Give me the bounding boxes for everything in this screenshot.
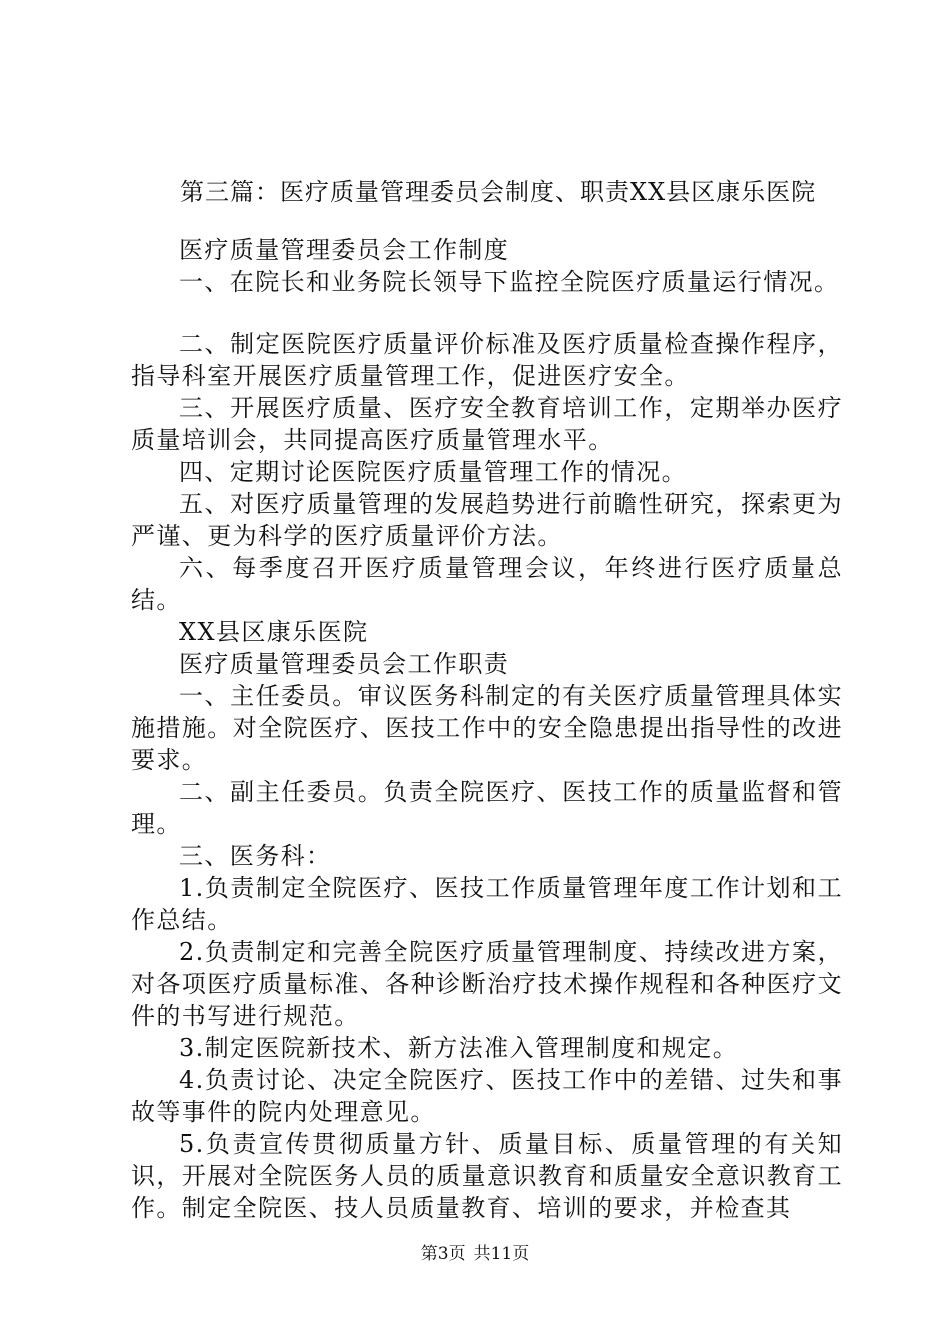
paragraph: 2.负责制定和完善全院医疗质量管理制度、持续改进方案，对各项医疗质量标准、各种诊断治疗技术操作规程和各种医疗文件的书写进行规范。 [131, 938, 843, 1030]
page-number: 第3页 [420, 1244, 466, 1264]
paragraph: 二、副主任委员。负责全院医疗、医技工作的质量监督和管理。 [131, 778, 843, 838]
paragraph: 3.制定医院新技术、新方法准入管理制度和规定。 [179, 1034, 739, 1062]
paragraph: 一、在院长和业务院长领导下监控全院医疗质量运行情况。 [179, 268, 840, 296]
paragraph: 二、制定医院医疗质量评价标准及医疗质量检查操作程序，指导科室开展医疗质量管理工作，促进医疗安全。 [131, 330, 843, 390]
page-footer [0, 1242, 950, 1266]
section-heading-system: 医疗质量管理委员会工作制度 [179, 236, 510, 264]
paragraph: 1.负责制定全院医疗、医技工作质量管理年度工作计划和工作总结。 [131, 874, 843, 934]
page-total: 共11页 [473, 1244, 530, 1264]
document-body [131, 234, 843, 1224]
paragraph: 三、医务科： [179, 842, 332, 870]
paragraph: 一、主任委员。审议医务科制定的有关医疗质量管理具体实施措施。对全院医疗、医技工作中的安全隐患提出指导性的改进要求。 [131, 682, 843, 774]
paragraph: 六、每季度召开医疗质量管理会议，年终进行医疗质量总结。 [131, 554, 843, 614]
document-title: 第三篇：医疗质量管理委员会制度、职责XX县区康乐医院 [180, 178, 817, 206]
section-heading-duties: 医疗质量管理委员会工作职责 [179, 650, 510, 678]
paragraph: 4.负责讨论、决定全院医疗、医技工作中的差错、过失和事故等事件的院内处理意见。 [131, 1066, 843, 1126]
paragraph: 三、开展医疗质量、医疗安全教育培训工作，定期举办医疗质量培训会，共同提高医疗质量管理水平。 [131, 394, 843, 454]
paragraph: 5.负责宣传贯彻质量方针、质量目标、质量管理的有关知识，开展对全院医务人员的质量意识教育和质量安全意识教育工作。制定全院医、技人员质量教育、培训的要求，并检查其 [131, 1130, 843, 1222]
paragraph: 五、对医疗质量管理的发展趋势进行前瞻性研究，探索更为严谨、更为科学的医疗质量评价方法。 [131, 490, 843, 550]
hospital-name: XX县区康乐医院 [179, 618, 369, 646]
paragraph: 四、定期讨论医院医疗质量管理工作的情况。 [179, 458, 687, 486]
